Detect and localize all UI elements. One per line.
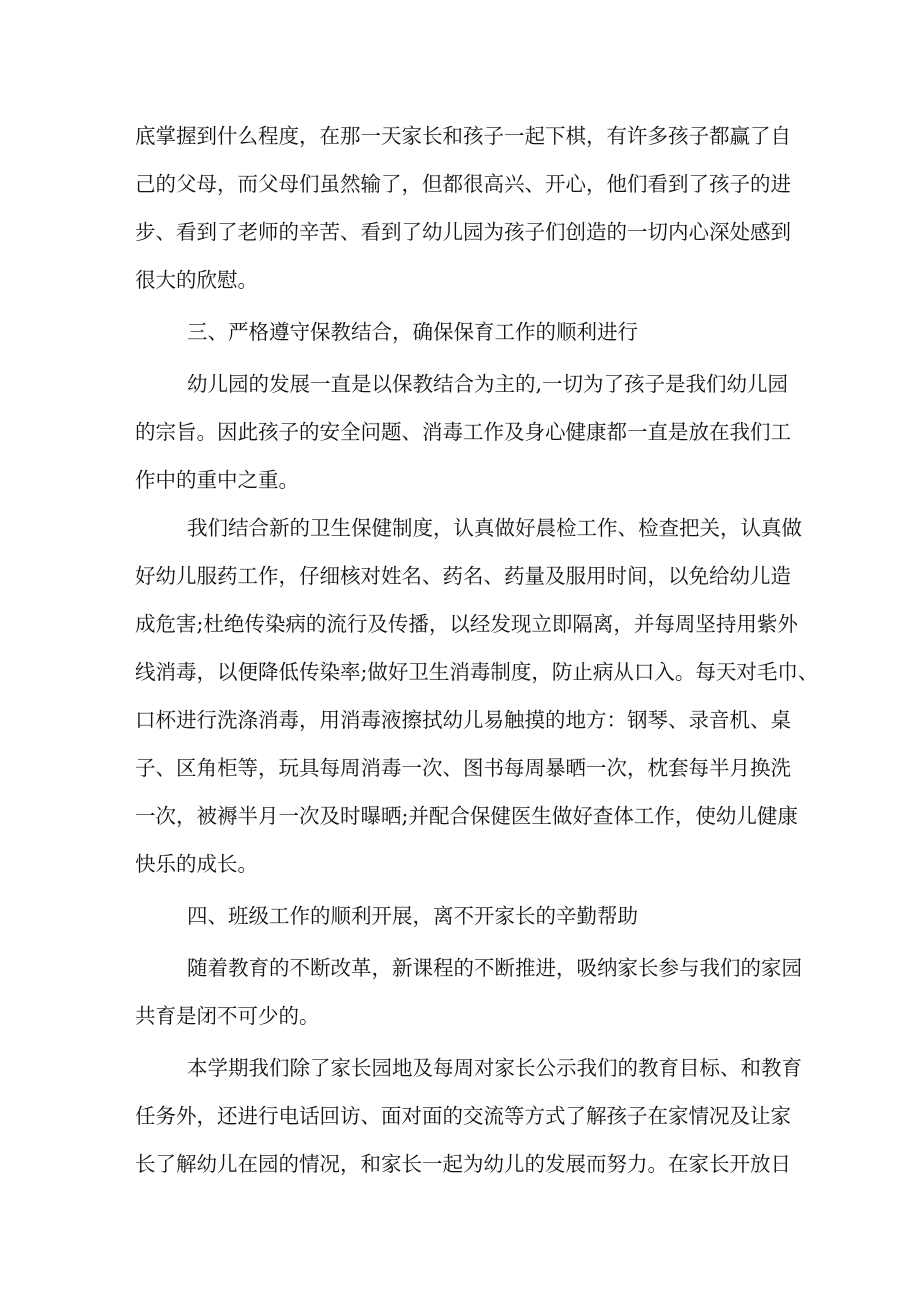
text-line: 一次，被褥半月一次及时曝晒;并配合保健医生做好查体工作，使幼儿健康 (135, 804, 798, 828)
text-line: 口杯进行洗涤消毒，用消毒液擦拭幼儿易触摸的地方：钢琴、录音机、桌 (135, 708, 791, 732)
text-line: 快乐的成长。 (135, 852, 258, 876)
text-line: 我们结合新的卫生保健制度，认真做好晨检工作、检查把关，认真做 (187, 516, 802, 540)
text-line: 任务外，还进行电话回访、面对面的交流等方式了解孩子在家情况及让家 (135, 1104, 791, 1128)
text-line: 共育是闭不可少的。 (135, 1004, 320, 1028)
section-heading: 三、严格遵守保教结合，确保保育工作的顺利进行 (187, 320, 638, 344)
text-line: 底掌握到什么程度，在那一天家长和孩子一起下棋，有许多孩子都赢了自 (135, 124, 791, 148)
text-line: 线消毒，以便降低传染率;做好卫生消毒制度，防止病从口入。每天对毛巾、 (135, 660, 819, 684)
text-line: 成危害;杜绝传染病的流行及传播，以经发现立即隔离，并每周坚持用紫外 (135, 612, 798, 636)
text-line: 作中的重中之重。 (135, 468, 299, 492)
text-line: 子、区角柜等，玩具每周消毒一次、图书每周暴晒一次，枕套每半月换洗 (135, 756, 791, 780)
text-line: 步、看到了老师的辛苦、看到了幼儿园为孩子们创造的一切内心深处感到 (135, 220, 791, 244)
text-line: 本学期我们除了家长园地及每周对家长公示我们的教育目标、和教育 (187, 1056, 802, 1080)
text-line: 好幼儿服药工作，仔细核对姓名、药名、药量及服用时间，以免给幼儿造 (135, 564, 791, 588)
text-line: 的宗旨。因此孩子的安全问题、消毒工作及身心健康都一直是放在我们工 (135, 420, 791, 444)
text-line: 很大的欣慰。 (135, 268, 258, 292)
text-line: 己的父母，而父母们虽然输了，但都很高兴、开心，他们看到了孩子的进 (135, 172, 791, 196)
text-line: 随着教育的不断改革，新课程的不断推进，吸纳家长参与我们的家园 (187, 956, 802, 980)
section-heading: 四、班级工作的顺利开展，离不开家长的辛勤帮助 (187, 904, 638, 928)
text-line: 长了解幼儿在园的情况，和家长一起为幼儿的发展而努力。在家长开放日 (135, 1152, 791, 1176)
text-line: 幼儿园的发展一直是以保教结合为主的,一切为了孩子是我们幼儿园 (187, 372, 789, 396)
